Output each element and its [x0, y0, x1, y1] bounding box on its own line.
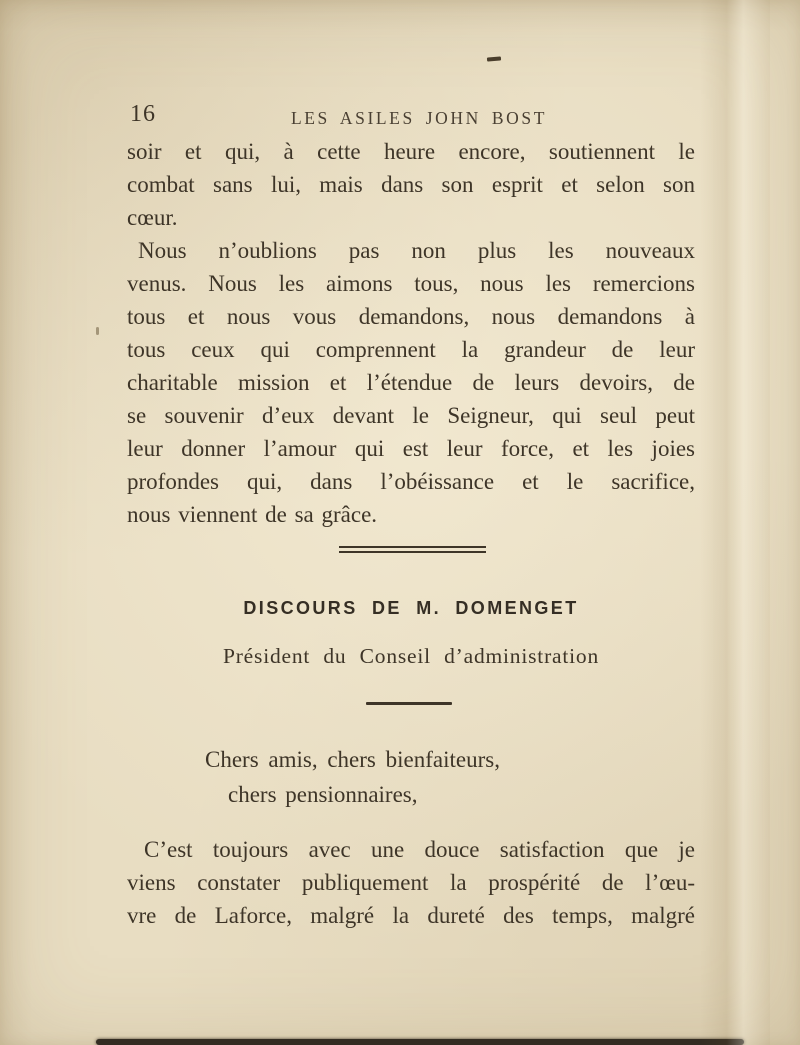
text-line: tous et nous vous demandons, nous demandons à: [127, 304, 695, 329]
discours-text: [127, 833, 695, 932]
salutation-line: Chers amis, chers bienfaiteurs,: [205, 747, 500, 772]
section-divider-double-rule: [339, 546, 486, 553]
text-line: C’est toujours avec une douce satisfaction que je: [144, 837, 695, 862]
section-subheading: Président du Conseil d’administration: [222, 644, 600, 668]
text-line: vre de Laforce, malgré la dureté des temps, malgré: [127, 903, 695, 928]
text-line: profondes qui, dans l’obéissance et le sacrifice,: [127, 469, 695, 494]
body-text: [127, 135, 695, 531]
text-line: nous viennent de sa grâce.: [127, 502, 378, 527]
section-heading: DISCOURS DE M. DOMENGET: [243, 598, 579, 618]
ink-dash-artifact: [487, 56, 501, 61]
text-line: se souvenir d’eux devant le Seigneur, qui seul peut: [127, 403, 695, 428]
page-number: 16: [130, 101, 156, 127]
running-title: LES ASILES JOHN BOST: [290, 108, 548, 128]
text-line: venus. Nous les aimons tous, nous les remercions: [127, 271, 695, 296]
subsection-rule: [366, 702, 452, 705]
text-line: combat sans lui, mais dans son esprit et selon son: [127, 172, 695, 197]
text-line: viens constater publiquement la prospérité de l’œu-: [127, 870, 695, 895]
text-line: tous ceux qui comprennent la grandeur de leur: [127, 337, 695, 362]
salutation-line: chers pensionnaires,: [228, 782, 418, 807]
text-line: cœur.: [127, 205, 178, 230]
text-line: soir et qui, à cette heure encore, soutiennent le: [127, 139, 695, 164]
page-header: [127, 101, 695, 131]
scan-bottom-shadow-bar: [96, 1039, 744, 1045]
text-line: charitable mission et l’étendue de leurs devoirs, de: [127, 370, 695, 395]
text-line: Nous n’oublions pas non plus les nouveaux: [138, 238, 695, 263]
ink-speck-artifact: [96, 327, 99, 335]
page-fold-edge: [700, 0, 770, 1045]
text-line: leur donner l’amour qui est leur force, et les joies: [127, 436, 695, 461]
